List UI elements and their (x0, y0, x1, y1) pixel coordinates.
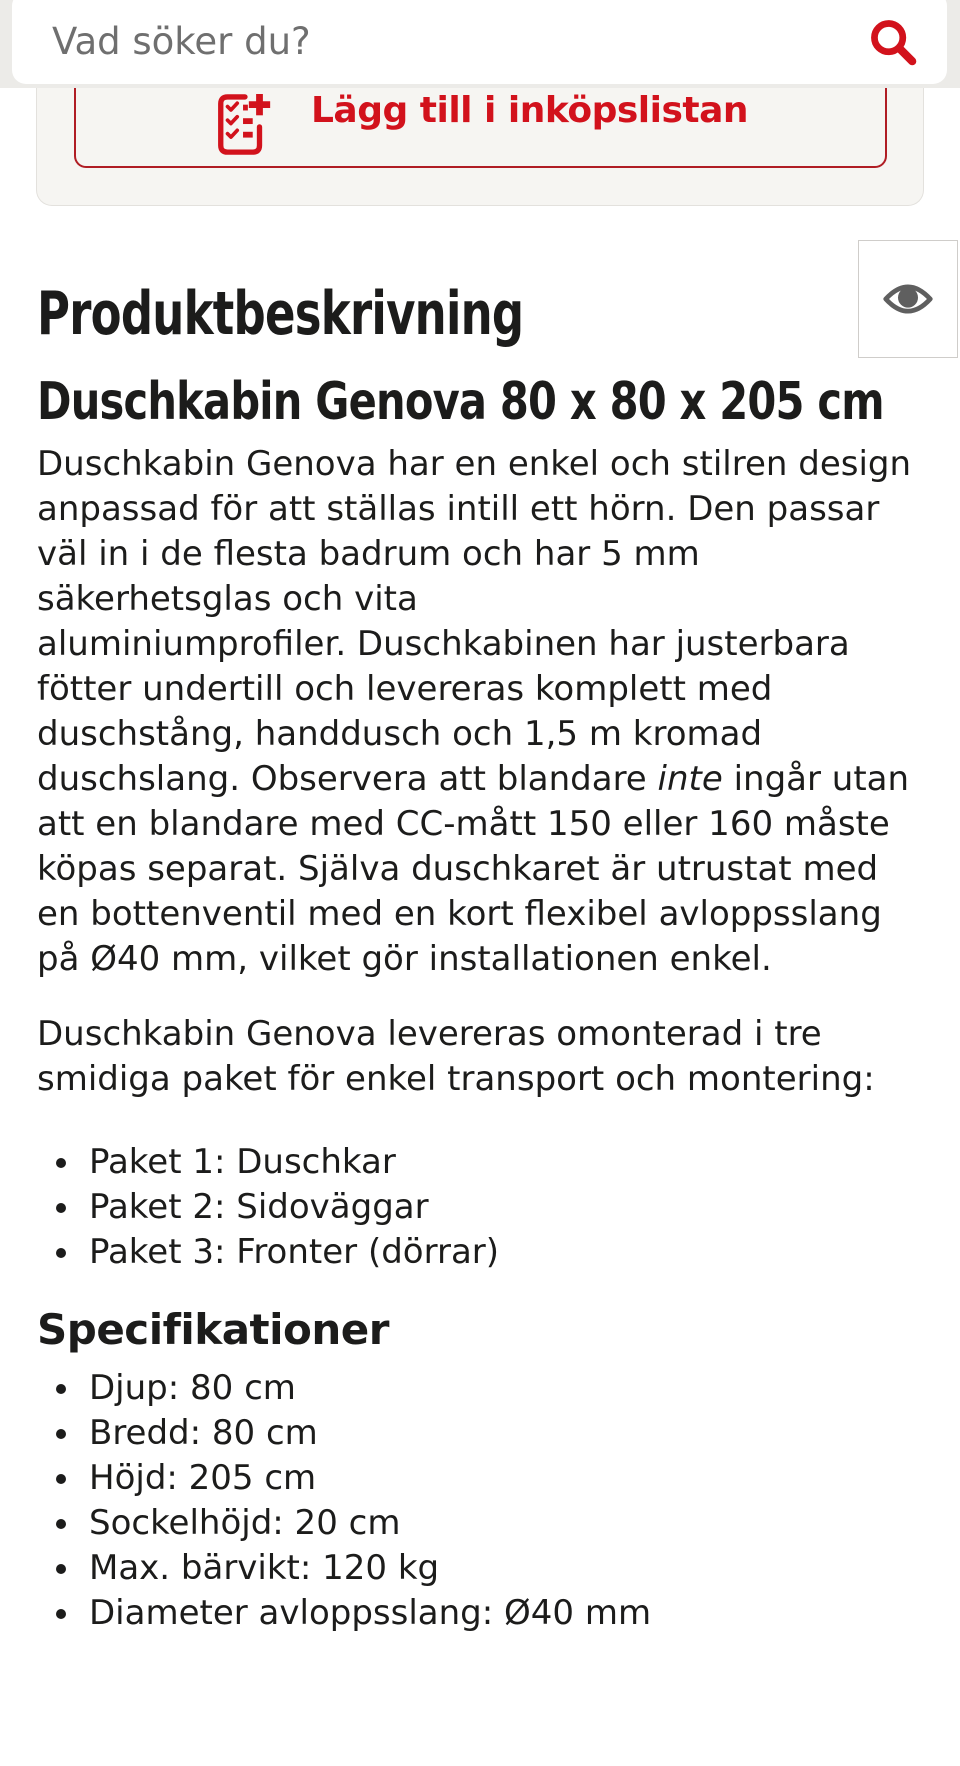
search-input[interactable] (52, 20, 865, 63)
description-emphasis: inte (657, 759, 723, 799)
add-to-shopping-list-button[interactable] (74, 88, 887, 168)
package-list-item: • Paket 1: Duschkar (83, 1140, 918, 1185)
search-icon[interactable] (865, 14, 919, 68)
product-subtitle-text: Duschkabin Genova 80 x 80 x 205 cm (37, 372, 884, 432)
description-segment: ingår utan att en blandare med CC-mått 150 eller 160 måste köpas separat. Själva duschkaret är utrustat med en bottenventil med en kort flexibel avloppsslang på Ø40 mm, vilket gör installationen enkel. (37, 759, 910, 979)
specification-list (37, 1366, 918, 1636)
specification-list-item: • Diameter avloppsslang: Ø40 mm (83, 1591, 918, 1636)
checklist-plus-icon (213, 92, 275, 158)
description-paragraph-1 (37, 442, 918, 982)
package-list (37, 1140, 918, 1275)
description-segment: Duschkabin Genova har en enkel och stilren design anpassad för att ställas intill ett hörn. Den passar väl in i de flesta badrum och har 5 mm säkerhetsglas och vita (37, 444, 912, 619)
eye-icon (883, 282, 933, 316)
search-bar (12, 0, 947, 84)
specification-list-item: • Bredd: 80 cm (83, 1411, 918, 1456)
visibility-button[interactable] (858, 240, 958, 358)
description-segment: aluminiumprofiler. Duschkabinen har justerbara fötter undertill och levereras komplett med duschstång, handdusch och 1,5 m kromad duschslang. Observera att blandare (37, 624, 850, 799)
add-to-shopping-list-label: Lägg till i inköpslistan (310, 90, 749, 131)
specification-list-item: • Höjd: 205 cm (83, 1456, 918, 1501)
section-title (37, 279, 918, 349)
package-list-item: • Paket 2: Sidoväggar (83, 1185, 918, 1230)
description-paragraph-2: Duschkabin Genova levereras omonterad i tre smidiga paket för enkel transport och montering: (37, 1014, 875, 1099)
specification-list-item: • Sockelhöjd: 20 cm (83, 1501, 918, 1546)
specification-list-item: • Max. bärvikt: 120 kg (83, 1546, 918, 1591)
top-bar (0, 0, 960, 88)
product-subtitle (37, 372, 918, 432)
specifications-title: Specifikationer (37, 1305, 389, 1354)
package-list-item: • Paket 3: Fronter (dörrar) (83, 1230, 918, 1275)
product-description-section (0, 279, 960, 1636)
section-title-text: Produktbeskrivning (37, 279, 524, 349)
product-actions-card (36, 88, 924, 206)
specification-list-item: • Djup: 80 cm (83, 1366, 918, 1411)
